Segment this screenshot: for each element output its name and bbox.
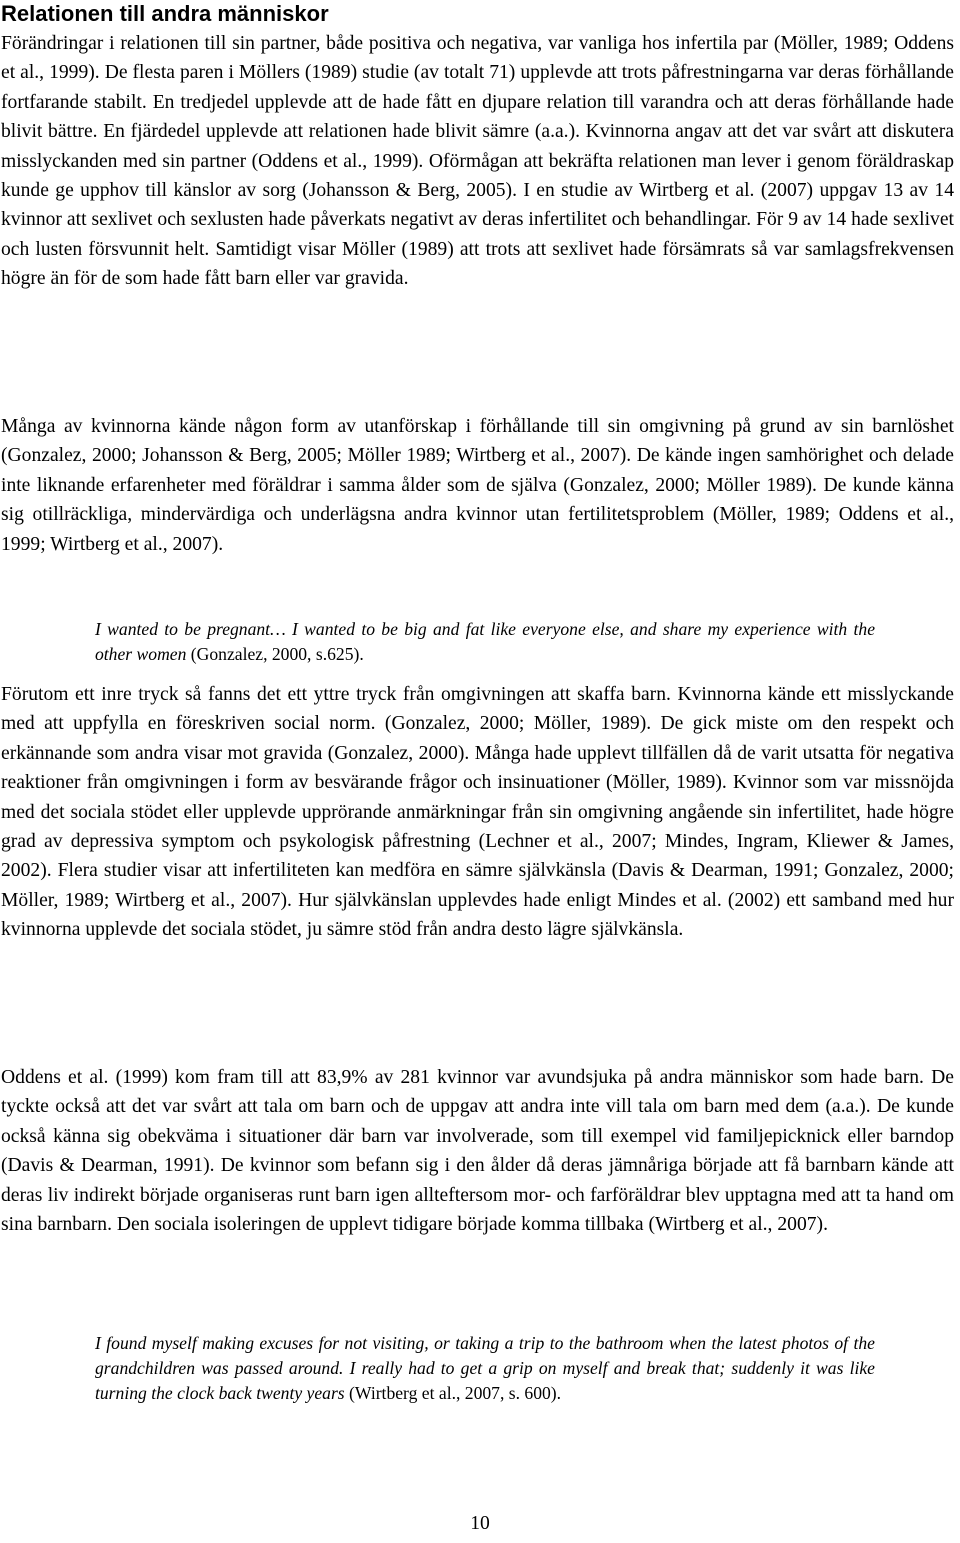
paragraph-partner-relation: Förändringar i relationen till sin partner, både positiva och negativa, var vanliga hos infertila par (Möller, 1989; Oddens et al., 1999). De flesta paren i Möllers (1989) studie (av totalt 71) upplevde att trots påfrestningarna var deras förhållande fortfarande stabilt. En tredjedel upplevde att de hade fått en djupare relation till varandra och att deras förhållande hade blivit bättre. En fjärdedel upplevde att relationen hade blivit sämre (a.a.). Kvinnorna angav att det var svårt att diskutera misslyckanden med sin partner (Oddens et al., 1999). Oförmågan att bekräfta relationen man lever i genom föräldraskap kunde ge upphov till känslor av sorg (Johansson & Berg, 2005). I en studie av Wirtberg et al. (2007) uppgav 13 av 14 kvinnor att sexlivet och sexlusten hade påverkats negativt av deras infertilitet och behandlingar. För 9 av 14 hade sexlivet och lusten försvunnit helt. Samtidigt visar Möller (1989) att trots att sexlivet hade försämrats så var samlagsfrekvensen högre än för de som hade fått barn eller var gravida. xyxy=(1,33,954,290)
quote-text: I found myself making excuses for not visiting, or taking a trip to the bathroom when the latest photos of the grandchildren was passed around. I really had to get a grip on myself and break that; suddenly it was like turning the clock back twenty years xyxy=(95,1333,875,1404)
block-quote-gonzalez xyxy=(95,617,875,667)
page-number: 10 xyxy=(470,1513,490,1534)
block-quote-wirtberg xyxy=(95,1331,875,1407)
paragraph-envy: Oddens et al. (1999) kom fram till att 83,9% av 281 kvinnor var avundsjuka på andra människor som hade barn. De tyckte också att det var svårt att tala om barn och de uppgav att andra inte vill tala om barn med dem (a.a.). De kunde också känna sig obekväma i situationer där barn var involverade, som till exempel vid familjepicknick eller barndop (Davis & Dearman, 1991). De kvinnor som befann sig i den ålder då deras jämnåriga började att få barnbarn kände att deras liv indirekt började organiseras runt barn igen allteftersom mor- och farföräldrar blev upptagna med att ta hand om sina barnbarn. Den sociala isoleringen de upplevt tidigare började komma tillbaka (Wirtberg et al., 2007). xyxy=(1,1067,954,1236)
paragraph-exclusion: Många av kvinnorna kände någon form av utanförskap i förhållande till sin omgivning på grund av sin barnlöshet (Gonzalez, 2000; Johansson & Berg, 2005; Möller 1989; Wirtberg et al., 2007). De kände ingen samhörighet och delade inte liknande erfarenheter med föräldrar i samma ålder som de själva (Gonzalez, 2000; Möller 1989). De kunde känna sig otillräckliga, mindervärdiga och underlägsna andra kvinnor utan fertilitetsproblem (Möller, 1989; Oddens et al., 1999; Wirtberg et al., 2007). xyxy=(1,416,954,555)
section-heading: Relationen till andra människor xyxy=(1,1,329,26)
paragraph-social-pressure: Förutom ett inre tryck så fanns det ett yttre tryck från omgivningen att skaffa barn. Kvinnorna kände ett misslyckande med att uppfylla en föreskriven social norm. (Gonzalez, 2000; Möller, 1989). De gick miste om den respekt och erkännande som andra visar mot gravida (Gonzalez, 2000). Många hade upplevt tillfällen då de varit utsatta för negativa reaktioner från omgivningen i form av besvärande frågor och insinuationer (Möller, 1989). Kvinnor som var missnöjda med det sociala stödet eller upplevde upprörande anmärkningar från sin omgivning angående sin infertilitet, hade högre grad av depressiva symptom och psykologisk påfrestning (Lechner et al., 2007; Mindes, Ingram, Kliewer & James, 2002). Flera studier visar att infertiliteten kan medföra en sämre självkänsla (Davis & Dearman, 1991; Gonzalez, 2000; Möller, 1989; Wirtberg et al., 2007). Hur självkänslan upplevdes hade enligt Mindes et al. (2002) ett samband med hur kvinnorna upplevde det sociala stödet, ju sämre stöd från andra desto lägre självkänsla. xyxy=(1,684,954,941)
quote-citation: (Wirtberg et al., 2007, s. 600). xyxy=(344,1383,562,1404)
quote-text: I wanted to be pregnant… I wanted to be big and fat like everyone else, and share my experience with the other women xyxy=(95,619,875,665)
quote-citation: (Gonzalez, 2000, s.625). xyxy=(186,644,364,665)
